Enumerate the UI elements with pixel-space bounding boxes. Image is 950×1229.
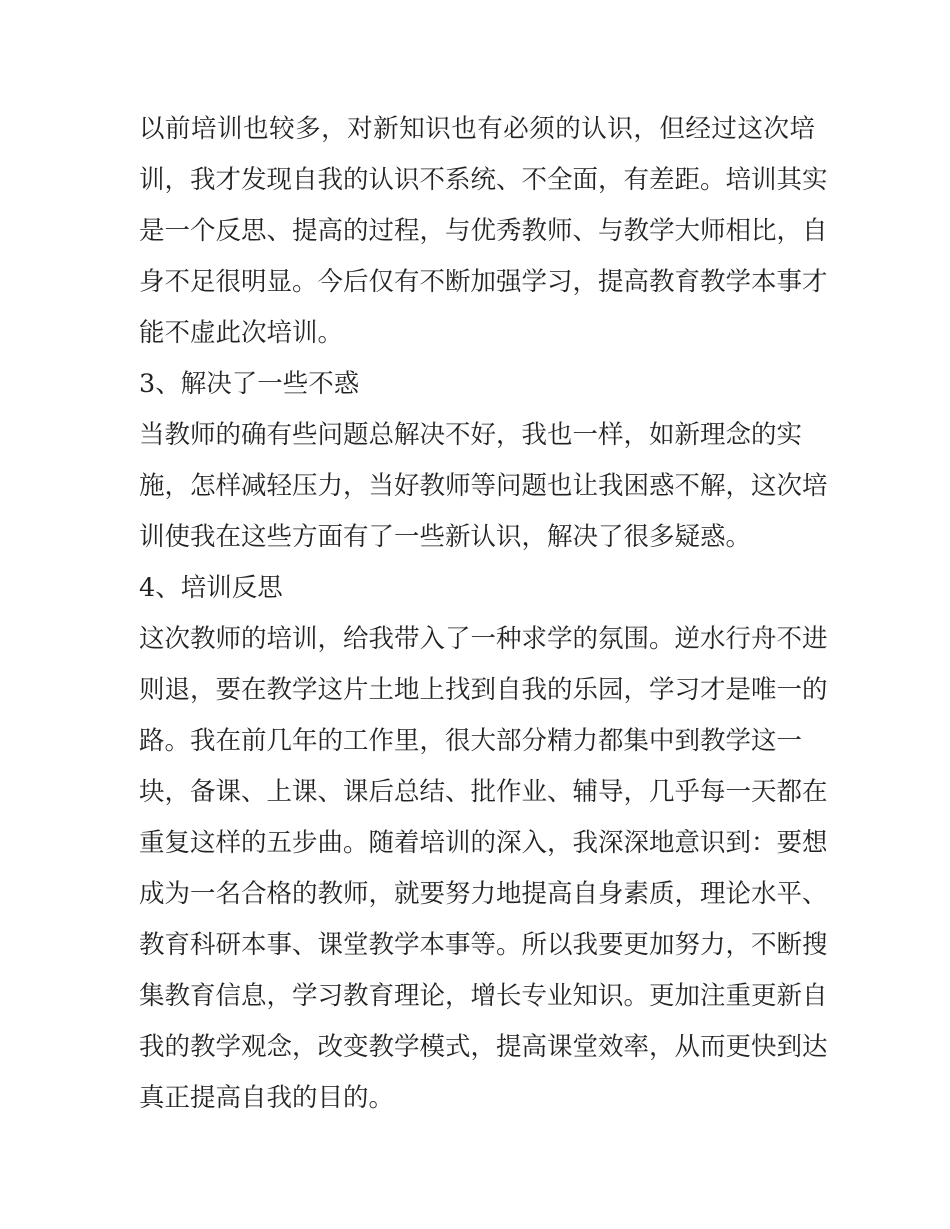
paragraph-line: 是一个反思、提高的过程，与优秀教师、与教学大师相比，自: [139, 216, 828, 246]
section-heading: 3、解决了一些不惑: [139, 369, 360, 399]
paragraph-line: 真正提高自我的目的。: [139, 1083, 395, 1113]
paragraph-line: 训使我在这些方面有了一些新认识，解决了很多疑惑。: [139, 522, 752, 552]
paragraph-line: 集教育信息，学习教育理论，增长专业知识。更加注重更新自: [139, 981, 828, 1011]
paragraph-line: 我的教学观念，改变教学模式，提高课堂效率，从而更快到达: [139, 1032, 828, 1062]
paragraph-line: 路。我在前几年的工作里，很大部分精力都集中到教学这一: [139, 726, 803, 756]
paragraph-line: 成为一名合格的教师，就要努力地提高自身素质，理论水平、: [139, 879, 828, 909]
paragraph-line: 身不足很明显。今后仅有不断加强学习，提高教育教学本事才: [139, 267, 828, 297]
paragraph-line: 能不虚此次培训。: [139, 318, 344, 348]
paragraph-line: 则退，要在教学这片土地上找到自我的乐园，学习才是唯一的: [139, 675, 828, 705]
paragraph-line: 训，我才发现自我的认识不系统、不全面，有差距。培训其实: [139, 165, 828, 195]
paragraph-line: 教育科研本事、课堂教学本事等。所以我要更加努力，不断搜: [139, 930, 828, 960]
section-heading: 4、培训反思: [139, 573, 283, 603]
document-body: [139, 104, 828, 1124]
paragraph-line: 这次教师的培训，给我带入了一种求学的氛围。逆水行舟不进: [139, 624, 828, 654]
paragraph-line: 施，怎样减轻压力，当好教师等问题也让我困惑不解，这次培: [139, 471, 828, 501]
paragraph-line: 重复这样的五步曲。随着培训的深入，我深深地意识到：要想: [139, 828, 828, 858]
paragraph-line: 当教师的确有些问题总解决不好，我也一样，如新理念的实: [139, 420, 803, 450]
paragraph-line: 块，备课、上课、课后总结、批作业、辅导，几乎每一天都在: [139, 777, 828, 807]
paragraph-line: 以前培训也较多，对新知识也有必须的认识，但经过这次培: [139, 114, 815, 144]
